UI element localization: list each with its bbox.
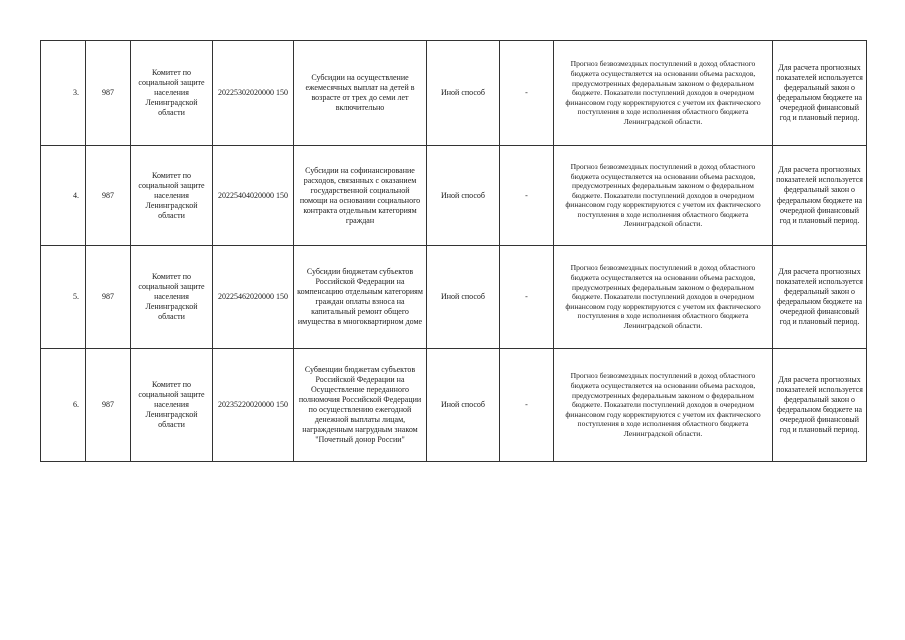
administrator-name: Комитет по социальной защите населения Ленинградской области [131,41,213,146]
forecast-algorithm: Прогноз безвозмездных поступлений в доход областного бюджета осуществляется на основании объема расходов, предусмотренных федеральным законом о федеральном бюджете. Показатели поступлений доходов в очередном финансовом году корректируются с учетом их фактического поступления в ходе исполнения областного бюджета Ленинградской области. [554,146,773,246]
indicator-description: Для расчета прогнозных показателей используется федеральный закон о федеральном бюджете на очередной финансовый год и плановый период. [773,41,867,146]
indicator-description: Для расчета прогнозных показателей используется федеральный закон о федеральном бюджете на очередной финансовый год и плановый период. [773,146,867,246]
forecast-algorithm: Прогноз безвозмездных поступлений в доход областного бюджета осуществляется на основании объема расходов, предусмотренных федеральным законом о федеральном бюджете. Показатели поступлений доходов в очередном финансовом году корректируются с учетом их фактического поступления в ходе исполнения областного бюджета Ленинградской области. [554,349,773,462]
table-row [41,246,867,349]
formula: - [500,349,554,462]
revenue-forecast-table [40,40,867,462]
admin-code: 987 [86,146,131,246]
row-number: 6. [41,349,86,462]
admin-code: 987 [86,41,131,146]
revenue-name: Субсидии на софинансирование расходов, связанных с оказанием государственной социальной помощи на основании социального контракта отдельным категориям граждан [294,146,427,246]
table-row [41,41,867,146]
revenue-name: Субсидии на осуществление ежемесячных выплат на детей в возрасте от трех до семи лет включительно [294,41,427,146]
formula: - [500,246,554,349]
formula: - [500,146,554,246]
admin-code: 987 [86,246,131,349]
table-row [41,349,867,462]
indicator-description: Для расчета прогнозных показателей используется федеральный закон о федеральном бюджете на очередной финансовый год и плановый период. [773,246,867,349]
revenue-name: Субсидии бюджетам субъектов Российской Федерации на компенсацию отдельным категориям граждан оплаты взноса на капитальный ремонт общего имущества в многоквартирном доме [294,246,427,349]
administrator-name: Комитет по социальной защите населения Ленинградской области [131,146,213,246]
admin-code: 987 [86,349,131,462]
calculation-method: Иной способ [427,41,500,146]
indicator-description: Для расчета прогнозных показателей используется федеральный закон о федеральном бюджете на очередной финансовый год и плановый период. [773,349,867,462]
calculation-method: Иной способ [427,146,500,246]
forecast-algorithm: Прогноз безвозмездных поступлений в доход областного бюджета осуществляется на основании объема расходов, предусмотренных федеральным законом о федеральном бюджете. Показатели поступлений доходов в очередном финансовом году корректируются с учетом их фактического поступления в ходе исполнения областного бюджета Ленинградской области. [554,246,773,349]
budget-classification-code: 20225404020000 150 [213,146,294,246]
administrator-name: Комитет по социальной защите населения Ленинградской области [131,246,213,349]
revenue-name: Субвенции бюджетам субъектов Российской Федерации на Осуществление переданного полномочия Российской Федерации по осуществлению ежегодной денежной выплаты лицам, награжденным нагрудным знаком "Почетный донор России" [294,349,427,462]
row-number: 5. [41,246,86,349]
budget-classification-code: 20235220020000 150 [213,349,294,462]
formula: - [500,41,554,146]
row-number: 4. [41,146,86,246]
forecast-algorithm: Прогноз безвозмездных поступлений в доход областного бюджета осуществляется на основании объема расходов, предусмотренных федеральным законом о федеральном бюджете. Показатели поступлений доходов в очередном финансовом году корректируются с учетом их фактического поступления в ходе исполнения областного бюджета Ленинградской области. [554,41,773,146]
row-number: 3. [41,41,86,146]
calculation-method: Иной способ [427,349,500,462]
table-row [41,146,867,246]
calculation-method: Иной способ [427,246,500,349]
budget-classification-code: 20225302020000 150 [213,41,294,146]
budget-classification-code: 20225462020000 150 [213,246,294,349]
administrator-name: Комитет по социальной защите населения Ленинградской области [131,349,213,462]
